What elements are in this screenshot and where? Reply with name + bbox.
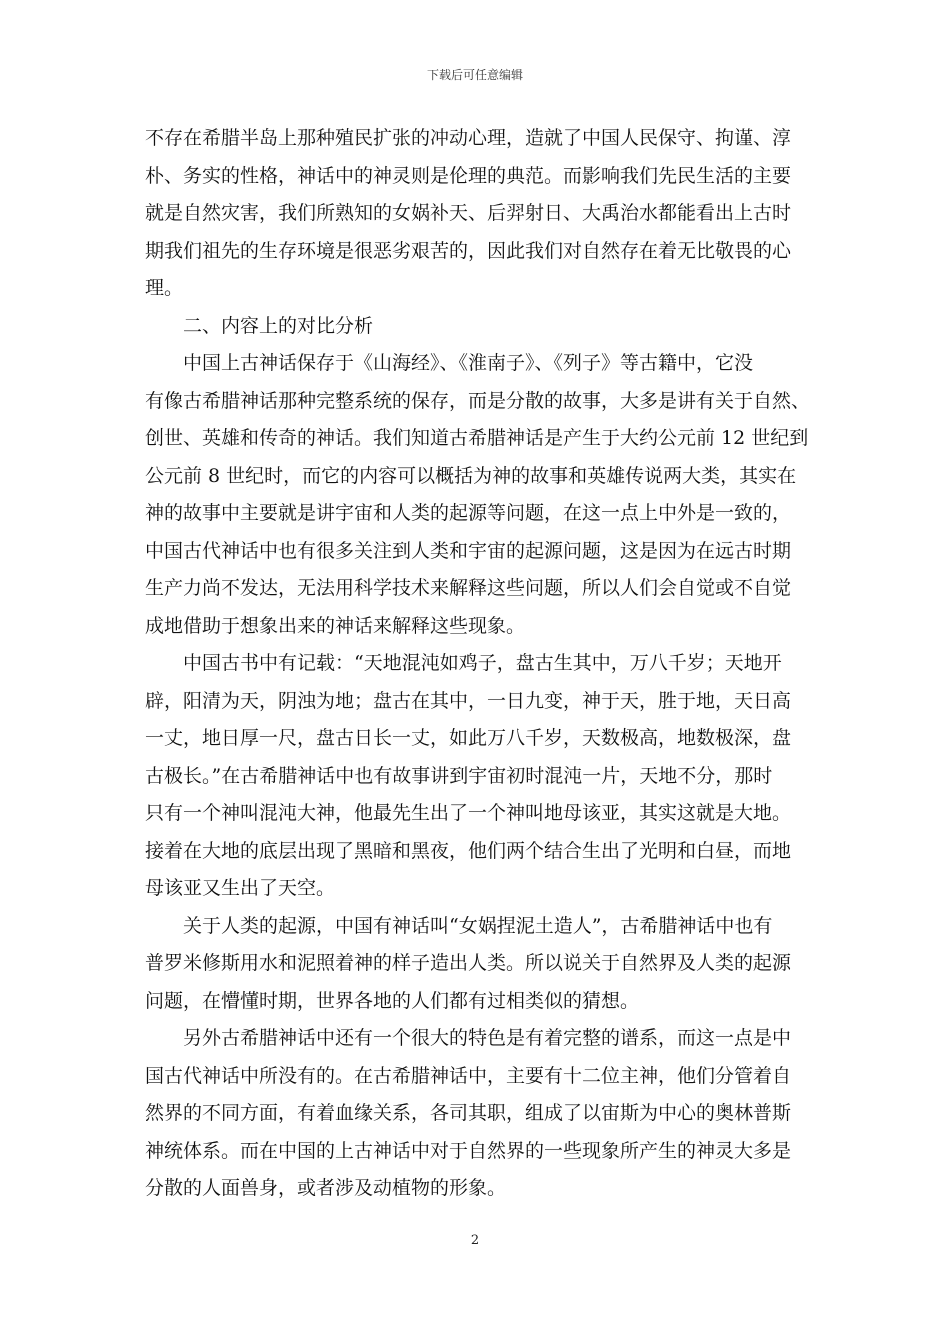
- text-line: 公元前 8 世纪时，而它的内容可以概括为神的故事和英雄传说两大类，其实在: [145, 464, 797, 487]
- text-line: 中国上古神话保存于《山海经》、《淮南子》、《列子》等古籍中，它没: [183, 352, 754, 374]
- text-line: 有像古希腊神话那种完整系统的保存，而是分散的故事，大多是讲有关于自然、: [145, 389, 810, 412]
- text-line: 生产力尚不发达，无法用科学技术来解释这些问题，所以人们会自觉或不自觉: [145, 577, 792, 599]
- text-line: 期我们祖先的生存环境是很恶劣艰苦的，因此我们对自然存在着无比敬畏的心: [145, 239, 792, 262]
- text-line: 另外古希腊神话中还有一个很大的特色是有着完整的谱系，而这一点是中: [183, 1027, 792, 1049]
- text-line: 一丈，地日厚一尺，盘古日长一丈，如此万八千岁，天数极高，地数极深，盘: [145, 727, 792, 749]
- text-line: 母该亚又生出了天空。: [145, 877, 336, 899]
- page-header: 下载后可任意编辑: [426, 68, 523, 82]
- text-line: 中国古书中有记载：“天地混沌如鸡子，盘古生其中，万八千岁；天地开: [183, 652, 782, 674]
- text-line: 接着在大地的底层出现了黑暗和黑夜，他们两个结合生出了光明和白昼，而地: [145, 839, 792, 862]
- text-line: 神统体系。而在中国的上古神话中对于自然界的一些现象所产生的神灵大多是: [145, 1139, 792, 1162]
- text-line: 朴、务实的性格，神话中的神灵则是伦理的典范。而影响我们先民生活的主要: [145, 164, 792, 187]
- text-line: 成地借助于想象出来的神话来解释这些现象。: [145, 614, 526, 637]
- text-line: 关于人类的起源，中国有神话叫“女娲捏泥土造人”，古希腊神话中也有: [183, 914, 773, 937]
- text-line: 理。: [145, 277, 184, 299]
- text-line: 国古代神话中所没有的。在古希腊神话中，主要有十二位主神，他们分管着自: [145, 1064, 792, 1087]
- text-line: 问题，在懵懂时期，世界各地的人们都有过相类似的猜想。: [145, 989, 640, 1012]
- text-line: 中国古代神话中也有很多关注到人类和宇宙的起源问题，这是因为在远古时期: [145, 539, 792, 562]
- text-line: 就是自然灾害，我们所熟知的女娲补天、后羿射日、大禹治水都能看出上古时: [145, 202, 792, 224]
- text-line: 只有一个神叫混沌大神，他最先生出了一个神叫地母该亚，其实这就是大地。: [145, 802, 792, 824]
- text-line: 分散的人面兽身，或者涉及动植物的形象。: [145, 1177, 507, 1199]
- text-line: 二、内容上的对比分析: [183, 314, 374, 337]
- text-line: 辟，阳清为天，阴浊为地；盘古在其中，一日九变，神于天，胜于地，天日高: [145, 689, 792, 712]
- text-line: 古极长。”在古希腊神话中也有故事讲到宇宙初时混沌一片，天地不分，那时: [145, 764, 773, 787]
- text-line: 不存在希腊半岛上那种殖民扩张的冲动心理，造就了中国人民保守、拘谨、淳: [145, 127, 792, 149]
- document-body: [145, 120, 810, 1208]
- text-line: 普罗米修斯用水和泥照着神的样子造出人类。所以说关于自然界及人类的起源: [145, 952, 792, 974]
- text-line: 神的故事中主要就是讲宇宙和人类的起源等问题，在这一点上中外是一致的，: [145, 502, 792, 524]
- page-number: 2: [470, 1233, 480, 1248]
- text-line: 创世、英雄和传奇的神话。我们知道古希腊神话是产生于大约公元前 12 世纪到: [145, 427, 809, 449]
- text-line: 然界的不同方面，有着血缘关系，各司其职，组成了以宙斯为中心的奥林普斯: [145, 1102, 792, 1124]
